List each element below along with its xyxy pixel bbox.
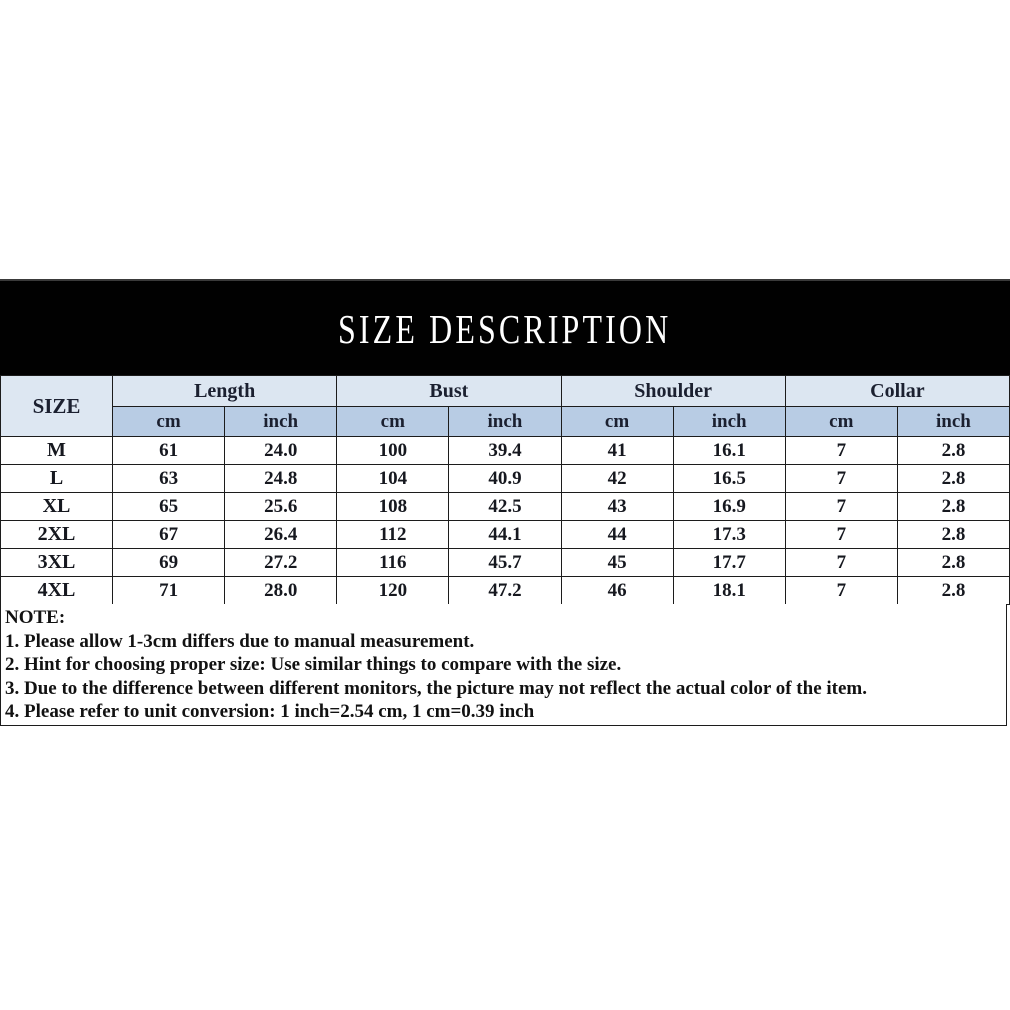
page-title: SIZE DESCRIPTION xyxy=(338,305,672,352)
table-row xyxy=(1,549,1010,577)
measurement-cell: 7 xyxy=(785,549,897,577)
measurement-cell: 24.0 xyxy=(225,437,337,465)
measurement-cell: 16.1 xyxy=(673,437,785,465)
size-cell: 3XL xyxy=(1,549,113,577)
notes-block xyxy=(0,604,1007,726)
measurement-cell: 2.8 xyxy=(897,493,1009,521)
col-header-size: SIZE xyxy=(1,376,113,437)
measurement-cell: 17.3 xyxy=(673,521,785,549)
table-row xyxy=(1,465,1010,493)
measurement-cell: 100 xyxy=(337,437,449,465)
measurement-cell: 2.8 xyxy=(897,521,1009,549)
measurement-cell: 17.7 xyxy=(673,549,785,577)
measurement-cell: 45 xyxy=(561,549,673,577)
measurement-cell: 16.9 xyxy=(673,493,785,521)
measurement-cell: 44 xyxy=(561,521,673,549)
measurement-cell: 7 xyxy=(785,465,897,493)
measurement-cell: 108 xyxy=(337,493,449,521)
unit-header-inch: inch xyxy=(673,407,785,437)
measurement-cell: 120 xyxy=(337,577,449,605)
measurement-cell: 2.8 xyxy=(897,437,1009,465)
measurement-cell: 45.7 xyxy=(449,549,561,577)
title-banner xyxy=(0,279,1010,376)
measurement-cell: 16.5 xyxy=(673,465,785,493)
unit-header-inch: inch xyxy=(225,407,337,437)
measurement-cell: 2.8 xyxy=(897,577,1009,605)
measurement-cell: 7 xyxy=(785,521,897,549)
size-cell: 2XL xyxy=(1,521,113,549)
measurement-cell: 116 xyxy=(337,549,449,577)
size-cell: M xyxy=(1,437,113,465)
measurement-cell: 43 xyxy=(561,493,673,521)
measurement-cell: 44.1 xyxy=(449,521,561,549)
measurement-cell: 69 xyxy=(113,549,225,577)
col-header-collar: Collar xyxy=(785,376,1009,407)
measurement-cell: 42 xyxy=(561,465,673,493)
note-item-3: 3. Due to the difference between different monitors, the picture may not reflect the actual color of the item. xyxy=(5,677,867,699)
measurement-cell: 2.8 xyxy=(897,549,1009,577)
measurement-cell: 71 xyxy=(113,577,225,605)
table-row xyxy=(1,493,1010,521)
measurement-cell: 39.4 xyxy=(449,437,561,465)
measurement-cell: 40.9 xyxy=(449,465,561,493)
note-item-2: 2. Hint for choosing proper size: Use similar things to compare with the size. xyxy=(5,654,622,676)
measurement-cell: 46 xyxy=(561,577,673,605)
table-group-header-row xyxy=(1,376,1010,407)
measurement-cell: 104 xyxy=(337,465,449,493)
measurement-cell: 67 xyxy=(113,521,225,549)
size-table xyxy=(0,375,1010,605)
note-item-4: 4. Please refer to unit conversion: 1 inch=2.54 cm, 1 cm=0.39 inch xyxy=(5,701,535,723)
measurement-cell: 47.2 xyxy=(449,577,561,605)
unit-header-cm: cm xyxy=(113,407,225,437)
measurement-cell: 7 xyxy=(785,493,897,521)
measurement-cell: 7 xyxy=(785,577,897,605)
measurement-cell: 65 xyxy=(113,493,225,521)
col-header-length: Length xyxy=(113,376,337,407)
measurement-cell: 24.8 xyxy=(225,465,337,493)
note-item-1: 1. Please allow 1-3cm differs due to manual measurement. xyxy=(5,630,475,652)
unit-header-cm: cm xyxy=(561,407,673,437)
measurement-cell: 25.6 xyxy=(225,493,337,521)
table-row xyxy=(1,437,1010,465)
col-header-shoulder: Shoulder xyxy=(561,376,785,407)
measurement-cell: 27.2 xyxy=(225,549,337,577)
size-cell: 4XL xyxy=(1,577,113,605)
col-header-bust: Bust xyxy=(337,376,561,407)
size-cell: L xyxy=(1,465,113,493)
measurement-cell: 7 xyxy=(785,437,897,465)
unit-header-cm: cm xyxy=(785,407,897,437)
size-cell: XL xyxy=(1,493,113,521)
notes-heading: NOTE: xyxy=(5,607,66,628)
measurement-cell: 41 xyxy=(561,437,673,465)
table-row xyxy=(1,521,1010,549)
measurement-cell: 112 xyxy=(337,521,449,549)
measurement-cell: 28.0 xyxy=(225,577,337,605)
table-row xyxy=(1,577,1010,605)
unit-header-cm: cm xyxy=(337,407,449,437)
measurement-cell: 42.5 xyxy=(449,493,561,521)
table-unit-header-row xyxy=(1,407,1010,437)
unit-header-inch: inch xyxy=(897,407,1009,437)
measurement-cell: 26.4 xyxy=(225,521,337,549)
measurement-cell: 61 xyxy=(113,437,225,465)
measurement-cell: 2.8 xyxy=(897,465,1009,493)
measurement-cell: 18.1 xyxy=(673,577,785,605)
measurement-cell: 63 xyxy=(113,465,225,493)
unit-header-inch: inch xyxy=(449,407,561,437)
